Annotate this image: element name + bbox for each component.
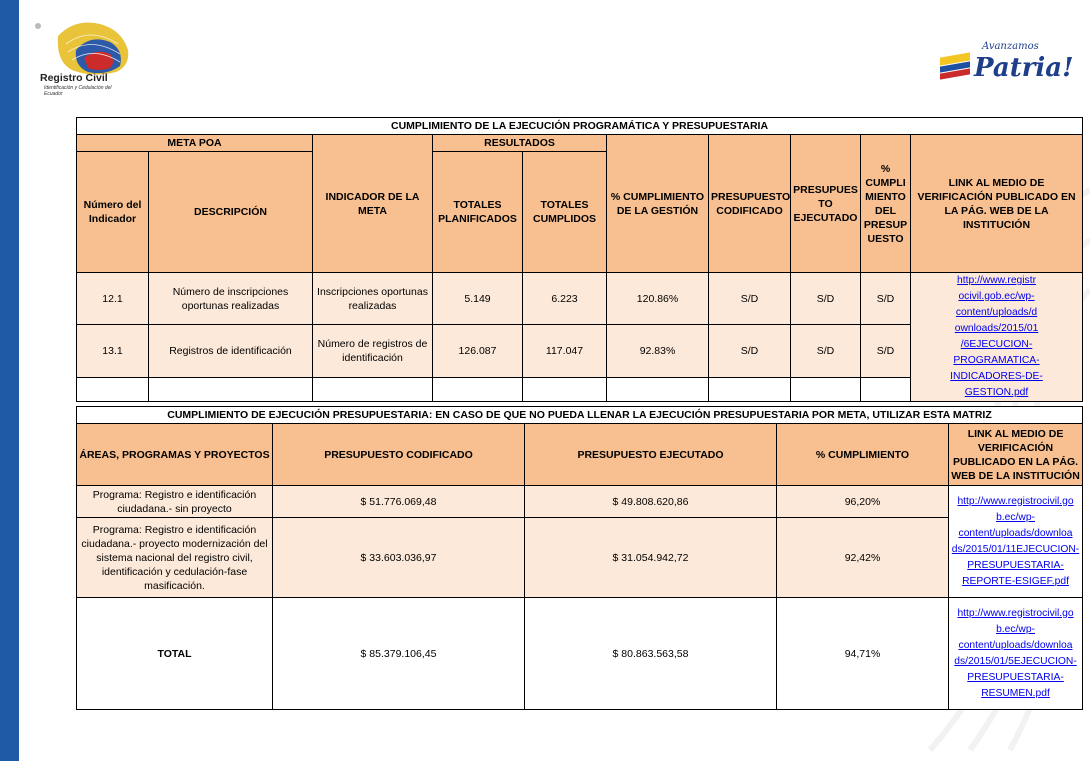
total-row (77, 598, 1083, 710)
registro-civil-logo-name: Registro Civil (40, 72, 108, 84)
cumplimiento-cell: 92,42% (777, 518, 949, 598)
ejecutado-cell: $ 49.808.620,86 (525, 486, 777, 518)
ejecutado-cell: S/D (791, 273, 861, 325)
cumplimiento-gestion-header: % CUMPLIMIENTO DE LA GESTIÓN (607, 135, 709, 273)
cumplimiento-cell: 120.86% (607, 273, 709, 325)
total-ejecutado: $ 80.863.563,58 (525, 598, 777, 710)
descripcion-header: DESCRIPCIÓN (149, 152, 313, 273)
table-row (77, 486, 1083, 518)
cumplidos-cell: 117.047 (523, 325, 607, 377)
meta-poa-header: META POA (77, 135, 313, 152)
pct-presupuesto-cell: S/D (861, 325, 911, 377)
indicador-cell: Inscripciones oportunas realizadas (313, 273, 433, 325)
indicador-cell: Número de registros de identificación (313, 325, 433, 377)
table-row (77, 518, 1083, 598)
patria-logo-line1: Avanzamos (982, 41, 1039, 52)
cumplimiento-header: % CUMPLIMIENTO (777, 424, 949, 486)
total-label: TOTAL (77, 598, 273, 710)
numero-cell: 13.1 (77, 325, 149, 377)
verification-link-programatica[interactable]: http://www.registr ocivil.gob.ec/wp- content/uploads/d ownloads/2015/01 /6EJECUCION- PROGRAMATICA- INDICADORES-DE- GESTION.pdf (950, 275, 1043, 398)
codificado-header: PRESUPUESTO CODIFICADO (273, 424, 525, 486)
codificado-cell: $ 51.776.069,48 (273, 486, 525, 518)
numero-cell: 12.1 (77, 273, 149, 325)
descripcion-cell: Número de inscripciones oportunas realizadas (149, 273, 313, 325)
codificado-cell: S/D (709, 273, 791, 325)
total-link-cell (949, 598, 1083, 710)
planificados-cell: 5.149 (433, 273, 523, 325)
ejecutado-header: PRESUPUESTO EJECUTADO (525, 424, 777, 486)
area-cell: Programa: Registro e identificación ciudadana.- sin proyecto (77, 486, 273, 518)
area-cell: Programa: Registro e identificación ciudadana.- proyecto modernización del sistema nacional del registro civil, identificación y cedulación-fase masificación. (77, 518, 273, 598)
ejecucion-programatica-table (76, 117, 1083, 402)
descripcion-cell: Registros de identificación (149, 325, 313, 377)
link-medio-header: LINK AL MEDIO DE VERIFICACIÓN PUBLICADO EN LA PÁG. WEB DE LA INSTITUCIÓN (911, 135, 1083, 273)
ejecucion-presupuestaria-table (76, 406, 1083, 710)
cumplimiento-cell: 92.83% (607, 325, 709, 377)
verification-link-reporte-esigef[interactable]: http://www.registrocivil.go b.ec/wp- content/uploads/downloa ds/2015/01/11EJECUCION- PRESUPUESTARIA- REPORTE-ESIGEF.pdf (951, 495, 1080, 587)
codificado-cell: S/D (709, 325, 791, 377)
cumplidos-cell: 6.223 (523, 273, 607, 325)
ejecutado-cell: S/D (791, 325, 861, 377)
presupuesto-codificado-header: PRESUPUESTO CODIFICADO (709, 135, 791, 273)
table2-title: CUMPLIMIENTO DE EJECUCIÓN PRESUPUESTARIA: EN CASO DE QUE NO PUEDA LLENAR LA EJECUCIÓN PRESUPUESTARIA POR META, UTILIZAR ESTA MATRIZ (77, 407, 1083, 424)
presupuesto-ejecutado-header: PRESUPUES TO EJECUTADO (791, 135, 861, 273)
avanzamos-patria-logo (938, 36, 1074, 92)
link-medio-header: LINK AL MEDIO DE VERIFICACIÓN PUBLICADO EN LA PÁG. WEB DE LA INSTITUCIÓN (949, 424, 1083, 486)
resultados-header: RESULTADOS (433, 135, 607, 152)
areas-header: ÁREAS, PROGRAMAS Y PROYECTOS (77, 424, 273, 486)
total-cumplimiento: 94,71% (777, 598, 949, 710)
link-cell (911, 273, 1083, 402)
patria-logo-line2: Patria! (974, 53, 1074, 83)
total-codificado: $ 85.379.106,45 (273, 598, 525, 710)
table1-title: CUMPLIMIENTO DE LA EJECUCIÓN PROGRAMÁTICA Y PRESUPUESTARIA (77, 118, 1083, 135)
registro-civil-logo-subtitle: Identificación y Cedulación del Ecuador (44, 85, 112, 97)
codificado-cell: $ 33.603.036,97 (273, 518, 525, 598)
pct-presupuesto-cell: S/D (861, 273, 911, 325)
planificados-cell: 126.087 (433, 325, 523, 377)
verification-link-resumen[interactable]: http://www.registrocivil.go b.ec/wp- content/uploads/downloa ds/2015/01/5EJECUCION- PRESUPUESTARIA- RESUMEN.pdf (954, 607, 1077, 699)
left-accent-bar (0, 0, 19, 761)
indicador-meta-header: INDICADOR DE LA META (313, 135, 433, 273)
totales-cumplidos-header: TOTALES CUMPLIDOS (523, 152, 607, 273)
ejecutado-cell: $ 31.054.942,72 (525, 518, 777, 598)
cumplimiento-presupuesto-header: % CUMPLI MIENTO DEL PRESUP UESTO (861, 135, 911, 273)
cumplimiento-cell: 96,20% (777, 486, 949, 518)
numero-indicador-header: Número del Indicador (77, 152, 149, 273)
table-row (77, 273, 1083, 325)
link-cell (949, 486, 1083, 598)
totales-planificados-header: TOTALES PLANIFICADOS (433, 152, 523, 273)
